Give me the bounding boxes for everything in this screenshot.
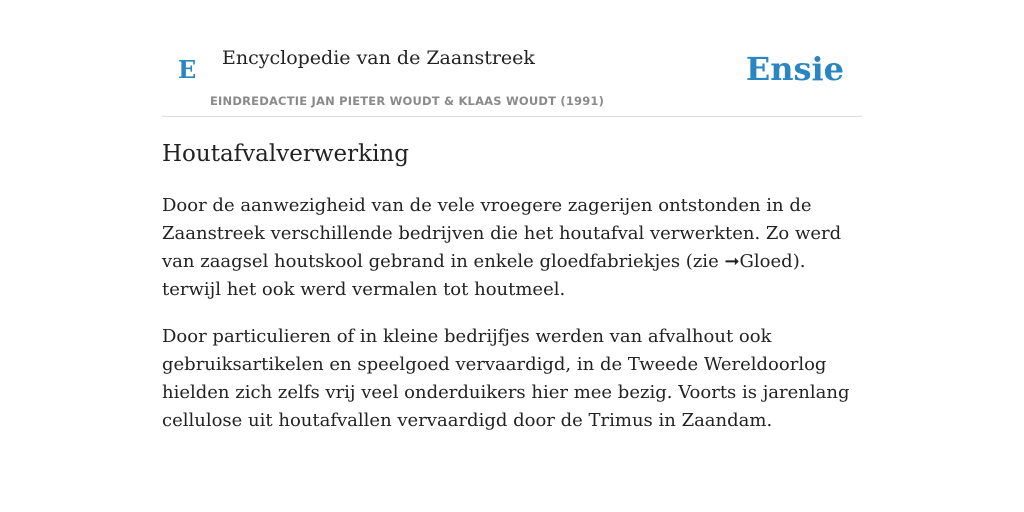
paragraph-1-text-end: ). terwijl het ook werd vermalen tot houtmeel. <box>162 251 806 300</box>
paragraph-1 <box>162 192 862 304</box>
page <box>162 0 862 431</box>
paragraph-1-text-start: Door de aanwezigheid van de vele vroegere zagerijen ontstonden in de Zaanstreek verschillende bedrijven die het houtafval verwerkten. Zo werd van zaagsel houtskool gebrand in enkele gloedfabriekjes (zie <box>162 195 842 272</box>
article-body <box>162 192 862 454</box>
gloed-crossref-link[interactable]: ➞Gloed <box>724 251 793 272</box>
article-title: Houtafvalverwerking <box>162 141 409 167</box>
header <box>162 0 862 117</box>
encyclopedia-title-link[interactable]: Encyclopedie van de Zaanstreek <box>222 47 535 69</box>
paragraph-2: Door particulieren of in kleine bedrijfjes werden van afvalhout ook gebruiksartikelen en speelgoed vervaardigd, in de Tweede Wereldoorlog hielden zich zelfs vrij veel onderduikers hier mee bezig. Voorts is jarenlang cellulose uit houtafvallen vervaardigd door de Trimus in Zaandam. <box>162 326 850 431</box>
editor-credit: EINDREDACTIE JAN PIETER WOUDT & KLAAS WOUDT (1991) <box>210 94 605 108</box>
ensie-logo[interactable]: Ensie <box>745 50 844 88</box>
encyclopedia-logo[interactable]: E <box>178 55 197 84</box>
